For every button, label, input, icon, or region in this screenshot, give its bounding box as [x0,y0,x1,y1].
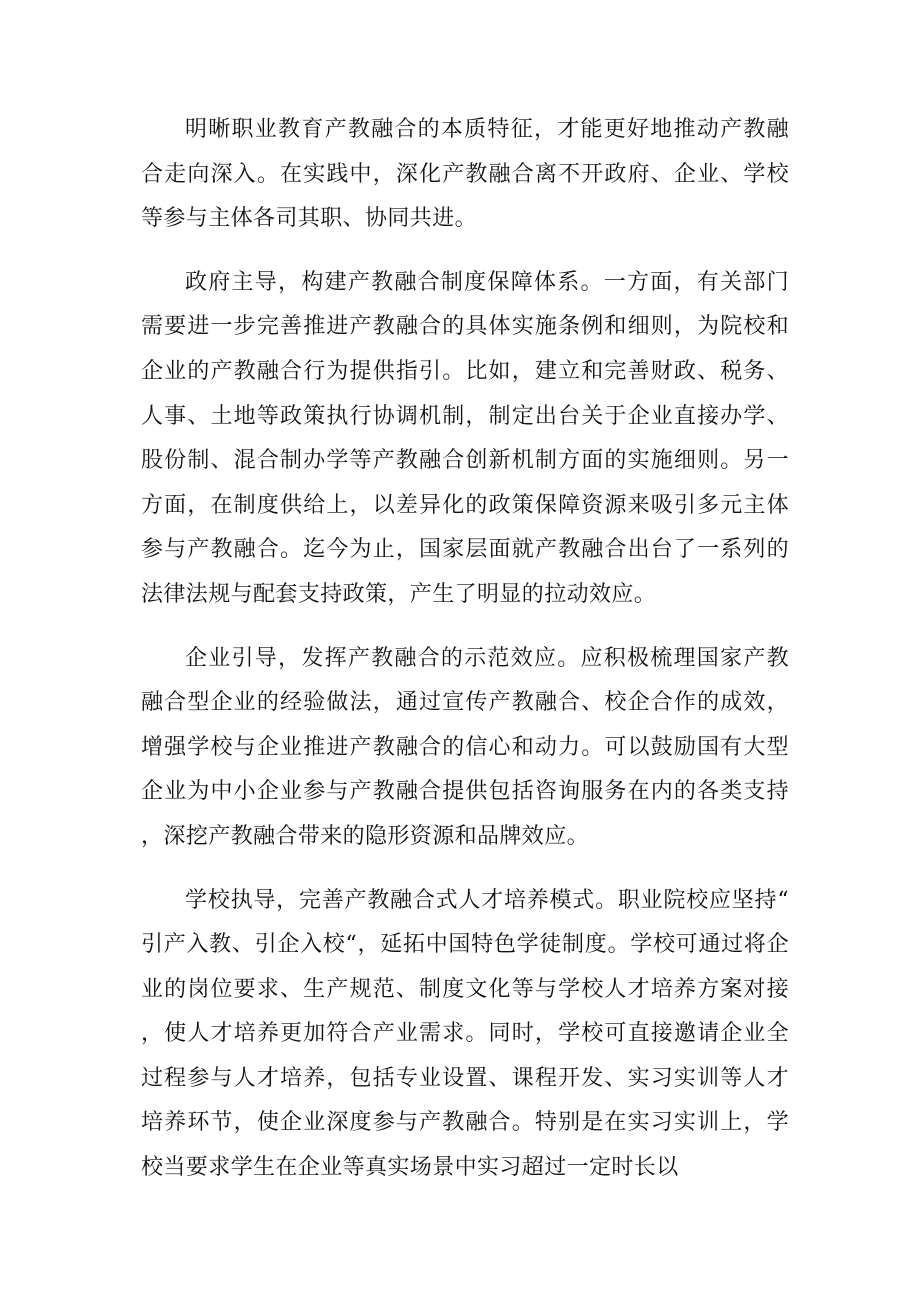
paragraph-government: 政府主导，构建产教融合制度保障体系。一方面，有关部门需要进一步完善推进产教融合的具体实施条例和细则，为院校和企业的产教融合行为提供指引。比如，建立和完善财政、税务、人事、土地等政策执行协调机制，制定出台关于企业直接办学、股份制、混合制办学等产教融合创新机制方面的实施细则。另一方面，在制度供给上，以差异化的政策保障资源来吸引多元主体参与产教融合。迄今为止，国家层面就产教融合出台了一系列的法律法规与配套支持政策，产生了明显的拉动效应。 [141,269,789,607]
paragraph-intro: 明晰职业教育产教融合的本质特征，才能更好地推动产教融合走向深入。在实践中，深化产教融合离不开政府、企业、学校等参与主体各司其职、协同共进。 [141,117,789,232]
paragraph-enterprise: 企业引导，发挥产教融合的示范效应。应积极梳理国家产教融合型企业的经验做法，通过宣传产教融合、校企合作的成效，增强学校与企业推进产教融合的信心和动力。可以鼓励国有大型企业为中小企业参与产教融合提供包括咨询服务在内的各类支持，深挖产教融合带来的隐形资源和品牌效应。 [141,645,789,849]
document-body [141,108,789,1191]
paragraph-school: 学校执导，完善产教融合式人才培养模式。职业院校应坚持“引产入教、引企入校“，延拓中国特色学徒制度。学校可通过将企业的岗位要求、生产规范、制度文化等与学校人才培养方案对接，使人才培养更加符合产业需求。同时，学校可直接邀请企业全过程参与人才培养，包括专业设置、课程开发、实习实训等人才培养环节，使企业深度参与产教融合。特别是在实习实训上，学校当要求学生在企业等真实场景中实习超过一定时长以 [141,887,789,1181]
